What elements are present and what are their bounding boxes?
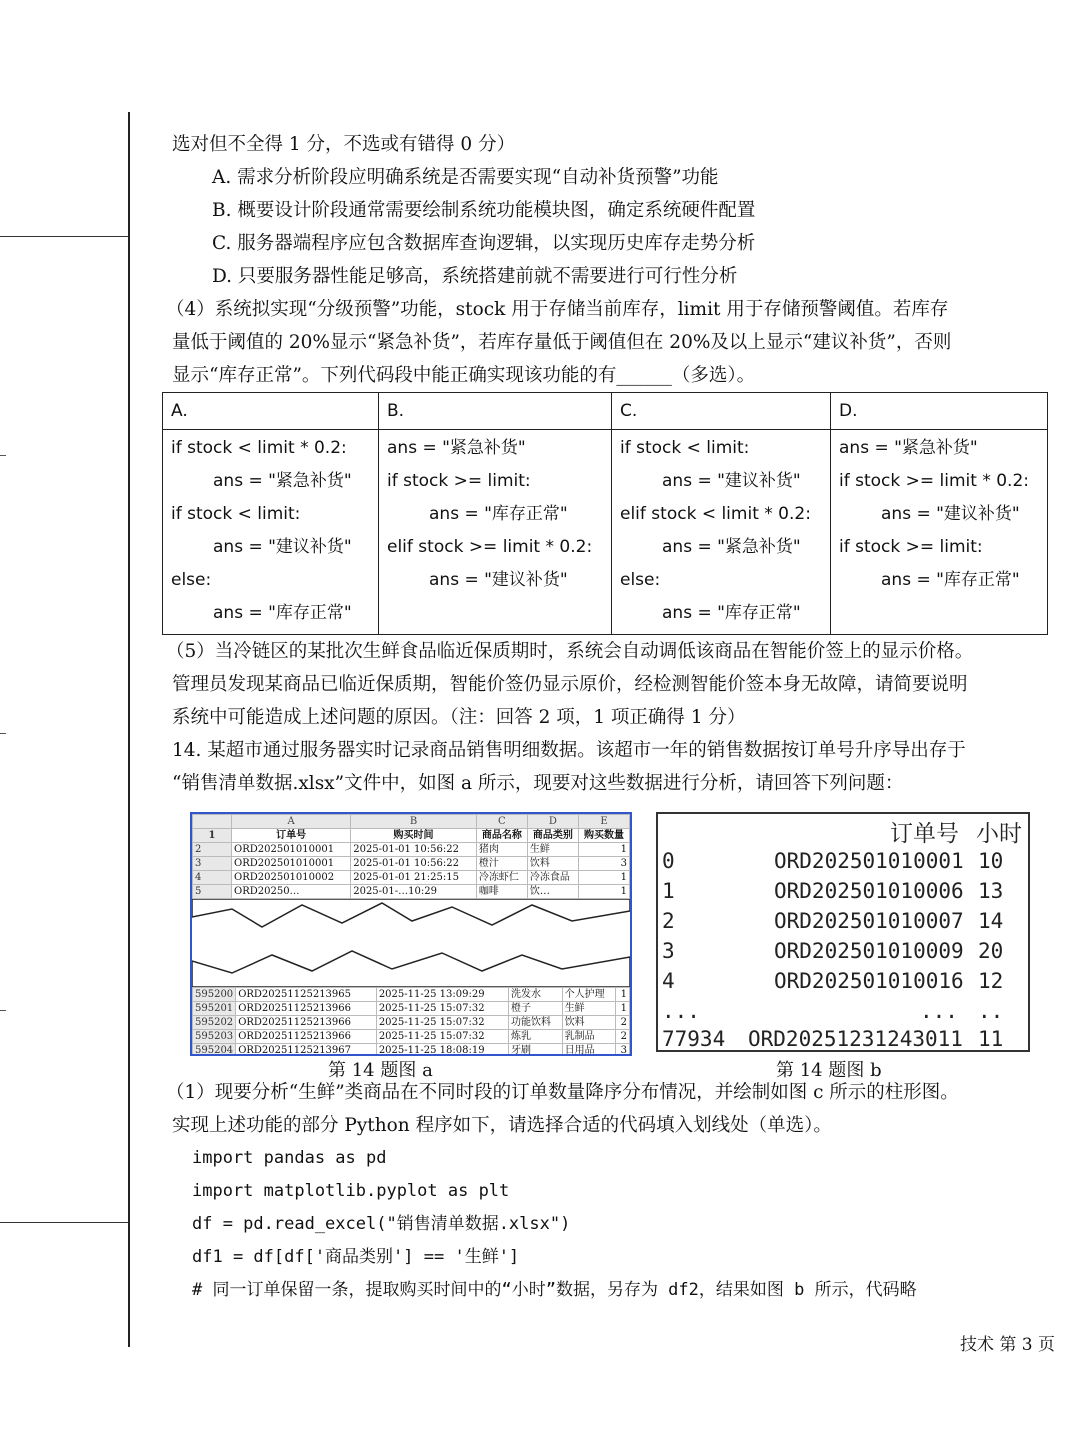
code-line: else: (620, 570, 661, 590)
code-import-matplotlib: import matplotlib.pyplot as plt (192, 1181, 510, 1201)
q14-line-1: 14. 某超市通过服务器实时记录商品销售明细数据。该超市一年的销售数据按订单号升序导出存于 (172, 740, 966, 761)
cell: 猪肉 (476, 843, 527, 857)
df-row (658, 996, 1028, 1026)
cell: 饮料 (562, 1016, 616, 1030)
q13-option-d: D. 只要服务器性能足够高，系统搭建前就不需要进行可行性分析 (212, 266, 738, 287)
corner-cell (193, 815, 232, 829)
code-filter: df1 = df[df['商品类别'] == '生鲜'] (192, 1247, 520, 1267)
code-line: ans = "紧急补货" (387, 438, 526, 458)
row-number: 5 (193, 885, 232, 899)
margin-rule-top (0, 236, 128, 237)
df-hour: 11 (978, 1027, 1004, 1051)
cell: 饮料 (527, 857, 578, 871)
df-order: ORD202501010009 (774, 939, 964, 963)
code-line: ans = "建议补货" (662, 471, 801, 491)
code-import-pandas: import pandas as pd (192, 1148, 387, 1168)
df-index: 0 (662, 849, 675, 873)
df-index: 1 (662, 879, 675, 903)
cell: ORD20250… (232, 885, 351, 899)
option-c-code (612, 430, 831, 635)
code-line: if stock >= limit: (387, 471, 531, 491)
code-line: if stock < limit: (620, 438, 750, 458)
cell: 3 (616, 1044, 630, 1057)
cell: 1 (616, 1002, 630, 1016)
option-header-b: B. (379, 393, 612, 430)
df-index: 3 (662, 939, 675, 963)
row-number: 595202 (193, 1016, 236, 1030)
option-header-d: D. (831, 393, 1048, 430)
cell: ORD20251125213966 (236, 1016, 377, 1030)
cell: ORD202501010002 (232, 871, 351, 885)
df-order: ... (920, 999, 958, 1023)
cell: 橙汁 (476, 857, 527, 871)
q14-line-2: “销售清单数据.xlsx”文件中，如图 a 所示，现要对这些数据进行分析，请回答下列问题： (172, 773, 904, 794)
q5-line-2: 管理员发现某商品已临近保质期，智能价签仍显示原价，经检测智能价签本身无故障，请简要说明 (172, 674, 968, 695)
margin-rule-bottom (0, 1222, 128, 1223)
df-header-order: 订单号 (890, 821, 959, 847)
cell: 冷冻虾仁 (476, 871, 527, 885)
row-number: 2 (193, 843, 232, 857)
code-line: ans = "库存正常" (662, 603, 801, 623)
row-number: 595201 (193, 1002, 236, 1016)
df-index: 77934 (662, 1027, 726, 1051)
q13-option-a: A. 需求分析阶段应明确系统是否需要实现“自动补货预警”功能 (212, 167, 719, 188)
row-number: 595203 (193, 1030, 236, 1044)
code-line: ans = "紧急补货" (213, 471, 352, 491)
row-number: 595200 (193, 988, 236, 1002)
row-number: 595204 (193, 1044, 236, 1057)
option-header-a: A. (163, 393, 379, 430)
df-order: ORD20251231243011 (748, 1027, 963, 1051)
code-line: if stock < limit * 0.2: (171, 438, 347, 458)
q4-line-1: （4）系统拟实现“分级预警”功能，stock 用于存储当前库存，limit 用于存储预警阈值。若库存 (166, 299, 949, 320)
cell: 生鲜 (527, 843, 578, 857)
cell: 炼乳 (508, 1030, 562, 1044)
cell: 橙子 (508, 1002, 562, 1016)
code-line: if stock >= limit * 0.2: (839, 471, 1029, 491)
q4-line-3: 显示“库存正常”。下列代码段中能正确实现该功能的有______（多选）。 (172, 365, 756, 386)
cell: 2025-01-01 10:56:22 (351, 857, 477, 871)
cell: 个人护理 (562, 988, 616, 1002)
torn-gap (192, 899, 630, 987)
df-hour: 10 (978, 849, 1004, 873)
torn-edge-graphic (192, 899, 630, 987)
cell: 乳制品 (562, 1030, 616, 1044)
df-index: ... (662, 999, 700, 1023)
margin-tick (0, 733, 6, 734)
page-content (166, 128, 1040, 1307)
df-row (658, 906, 1028, 936)
cell: 2025-11-25 15:07:32 (376, 1002, 508, 1016)
df-hour: 13 (978, 879, 1004, 903)
cell: ORD20251125213966 (236, 1002, 377, 1016)
cell: 洗发水 (508, 988, 562, 1002)
q4-line-2: 量低于阈值的 20%显示“紧急补货”，若库存量低于阈值但在 20%及以上显示“建议补货”，否则 (172, 332, 952, 353)
header-cell: 商品类别 (527, 829, 578, 843)
cell: 1 (578, 885, 629, 899)
code-line: elif stock >= limit * 0.2: (387, 537, 593, 557)
row-number: 4 (193, 871, 232, 885)
code-line: ans = "建议补货" (429, 570, 568, 590)
code-line: ans = "紧急补货" (662, 537, 801, 557)
cell: 1 (578, 843, 629, 857)
option-a-code (163, 430, 379, 635)
code-line: ans = "紧急补货" (839, 438, 978, 458)
code-line: ans = "建议补货" (881, 504, 1020, 524)
header-cell: 订单号 (232, 829, 351, 843)
cell: 2025-11-25 15:07:32 (376, 1030, 508, 1044)
df-order: ORD202501010001 (774, 849, 964, 873)
cell: ORD202501010001 (232, 843, 351, 857)
dataframe-figure-b (656, 812, 1030, 1052)
q14-1-line-1: （1）现要分析“生鲜”类商品在不同时段的订单数量降序分布情况，并绘制如图 c 所示的柱形图。 (166, 1082, 959, 1103)
code-line: ans = "库存正常" (213, 603, 352, 623)
caption-figure-b: 第 14 题图 b (776, 1060, 882, 1081)
cell: 3 (578, 857, 629, 871)
binding-margin-line (128, 112, 130, 1347)
q5-line-3: 系统中可能造成上述问题的原因。（注：回答 2 项，1 项正确得 1 分） (172, 707, 746, 728)
df-row (658, 936, 1028, 966)
df-index: 2 (662, 909, 675, 933)
df-row (658, 966, 1028, 996)
spreadsheet-bottom (192, 987, 630, 1056)
cell: 功能饮料 (508, 1016, 562, 1030)
header-cell: 商品名称 (476, 829, 527, 843)
code-line: ans = "库存正常" (881, 570, 1020, 590)
row-number: 1 (193, 829, 232, 843)
page-footer: 技术 第 3 页 (960, 1335, 1056, 1355)
df-row (658, 876, 1028, 906)
code-comment: # 同一订单保留一条，提取购买时间中的“小时”数据，另存为 df2，结果如图 b 所示，代码略 (192, 1280, 917, 1300)
spreadsheet-top (192, 814, 630, 899)
col-letter: B (351, 815, 477, 829)
q13-option-b: B. 概要设计阶段通常需要绘制系统功能模块图，确定系统硬件配置 (212, 200, 756, 221)
header-cell: 购买数量 (578, 829, 629, 843)
df-row (658, 1024, 1028, 1052)
df-header-hour: 小时 (976, 821, 1022, 847)
figures-row (172, 806, 1040, 1081)
option-d-code (831, 430, 1048, 635)
margin-tick (0, 455, 6, 456)
cell: 冷冻食品 (527, 871, 578, 885)
cell: 生鲜 (562, 1002, 616, 1016)
code-line: elif stock < limit * 0.2: (620, 504, 811, 524)
cell: 2025-01-…10:29 (351, 885, 477, 899)
cell: 2 (616, 1030, 630, 1044)
cell: 牙刷 (508, 1044, 562, 1057)
cell: 日用品 (562, 1044, 616, 1057)
cell: 2 (616, 1016, 630, 1030)
df-hour: .. (978, 999, 1004, 1023)
cell: 2025-11-25 13:09:29 (376, 988, 508, 1002)
code-line: if stock < limit: (171, 504, 301, 524)
col-letter: D (527, 815, 578, 829)
df-order: ORD202501010016 (774, 969, 964, 993)
col-letter: A (232, 815, 351, 829)
df-hour: 12 (978, 969, 1004, 993)
q14-1-line-2: 实现上述功能的部分 Python 程序如下，请选择合适的代码填入划线处（单选）。 (172, 1115, 832, 1136)
caption-figure-a: 第 14 题图 a (328, 1060, 433, 1081)
df-order: ORD202501010006 (774, 879, 964, 903)
spreadsheet-figure-a (190, 812, 632, 1056)
col-letter: C (476, 815, 527, 829)
df-index: 4 (662, 969, 675, 993)
cell: 2025-11-25 18:08:19 (376, 1044, 508, 1057)
df-row (658, 846, 1028, 876)
cell: 1 (578, 871, 629, 885)
cell: ORD20251125213967 (236, 1044, 377, 1057)
cell: ORD20251125213966 (236, 1030, 377, 1044)
code-line: ans = "库存正常" (429, 504, 568, 524)
q13-tail: 选对但不全得 1 分，不选或有错得 0 分） (172, 134, 516, 155)
cell: 2025-11-25 15:07:32 (376, 1016, 508, 1030)
code-line: ans = "建议补货" (213, 537, 352, 557)
df-hour: 14 (978, 909, 1004, 933)
margin-tick (0, 1010, 6, 1011)
option-header-c: C. (612, 393, 831, 430)
cell: 1 (616, 988, 630, 1002)
q5-line-1: （5）当冷链区的某批次生鲜食品临近保质期时，系统会自动调低该商品在智能价签上的显示价格。 (166, 641, 974, 662)
option-b-code (379, 430, 612, 635)
code-options-table (162, 392, 1048, 635)
cell: ORD202501010001 (232, 857, 351, 871)
code-line: if stock >= limit: (839, 537, 983, 557)
cell: 2025-01-01 21:25:15 (351, 871, 477, 885)
row-number: 3 (193, 857, 232, 871)
df-hour: 20 (978, 939, 1004, 963)
cell: 2025-01-01 10:56:22 (351, 843, 477, 857)
code-line: else: (171, 570, 212, 590)
cell: 咖啡 (476, 885, 527, 899)
code-read-excel: df = pd.read_excel("销售清单数据.xlsx") (192, 1214, 571, 1234)
cell: 饮… (527, 885, 578, 899)
df-order: ORD202501010007 (774, 909, 964, 933)
cell: ORD20251125213965 (236, 988, 377, 1002)
header-cell: 购买时间 (351, 829, 477, 843)
q13-option-c: C. 服务器端程序应包含数据库查询逻辑，以实现历史库存走势分析 (212, 233, 756, 254)
col-letter: E (578, 815, 629, 829)
